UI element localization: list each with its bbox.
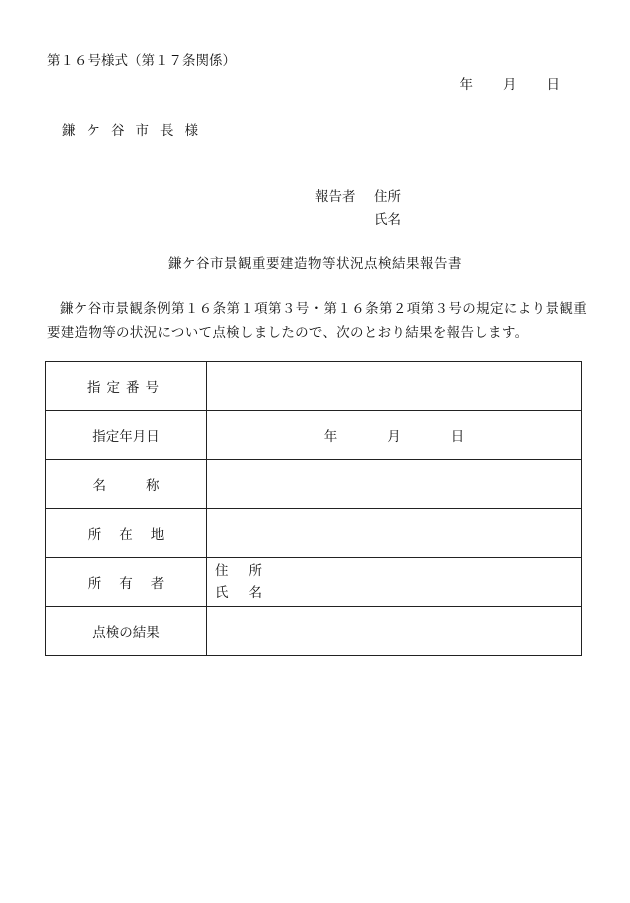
date-month-label: 月 — [503, 77, 517, 93]
table-row — [46, 607, 582, 656]
reporter-label: 報告者 — [315, 189, 356, 205]
designation-number-value[interactable] — [207, 362, 582, 411]
document-title: 鎌ケ谷市景観重要建造物等状況点検結果報告書 — [168, 256, 462, 272]
designation-day-label: 日 — [450, 429, 465, 445]
form-number: 第１６号様式（第１７条関係） — [47, 53, 236, 69]
report-date — [460, 73, 561, 93]
addressee: 鎌ケ谷市長様 — [62, 123, 209, 139]
name-value[interactable] — [207, 460, 582, 509]
owner-label: 所有者 — [46, 558, 207, 607]
owner-address-line: 住 所 — [215, 563, 262, 579]
table-row — [46, 509, 582, 558]
name-label: 名称 — [46, 460, 207, 509]
location-label: 所在地 — [46, 509, 207, 558]
table-row — [46, 362, 582, 411]
owner-value[interactable] — [207, 558, 582, 607]
designation-month-label: 月 — [387, 429, 401, 445]
inspection-result-label: 点検の結果 — [46, 607, 207, 656]
table-row — [46, 460, 582, 509]
designation-date-value[interactable] — [207, 411, 582, 460]
reporter-address-label: 住所 — [374, 189, 401, 205]
date-year-label: 年 — [459, 77, 473, 93]
date-day-label: 日 — [546, 77, 560, 93]
reporter-name-label: 氏名 — [374, 212, 401, 228]
inspection-table — [45, 361, 582, 656]
designation-year-label: 年 — [323, 429, 338, 445]
body-text: 鎌ケ谷市景観条例第１６条第１項第３号・第１６条第２項第３号の規定により景観重要建造物等の状況について点検しましたので、次のとおり結果を報告します。 — [47, 301, 587, 341]
inspection-result-value[interactable] — [207, 607, 582, 656]
designation-number-label: 指定番号 — [46, 362, 207, 411]
owner-name-line: 氏 名 — [215, 585, 262, 601]
table-row — [46, 558, 582, 607]
location-value[interactable] — [207, 509, 582, 558]
table-row — [46, 411, 582, 460]
designation-date-label: 指定年月日 — [46, 411, 207, 460]
